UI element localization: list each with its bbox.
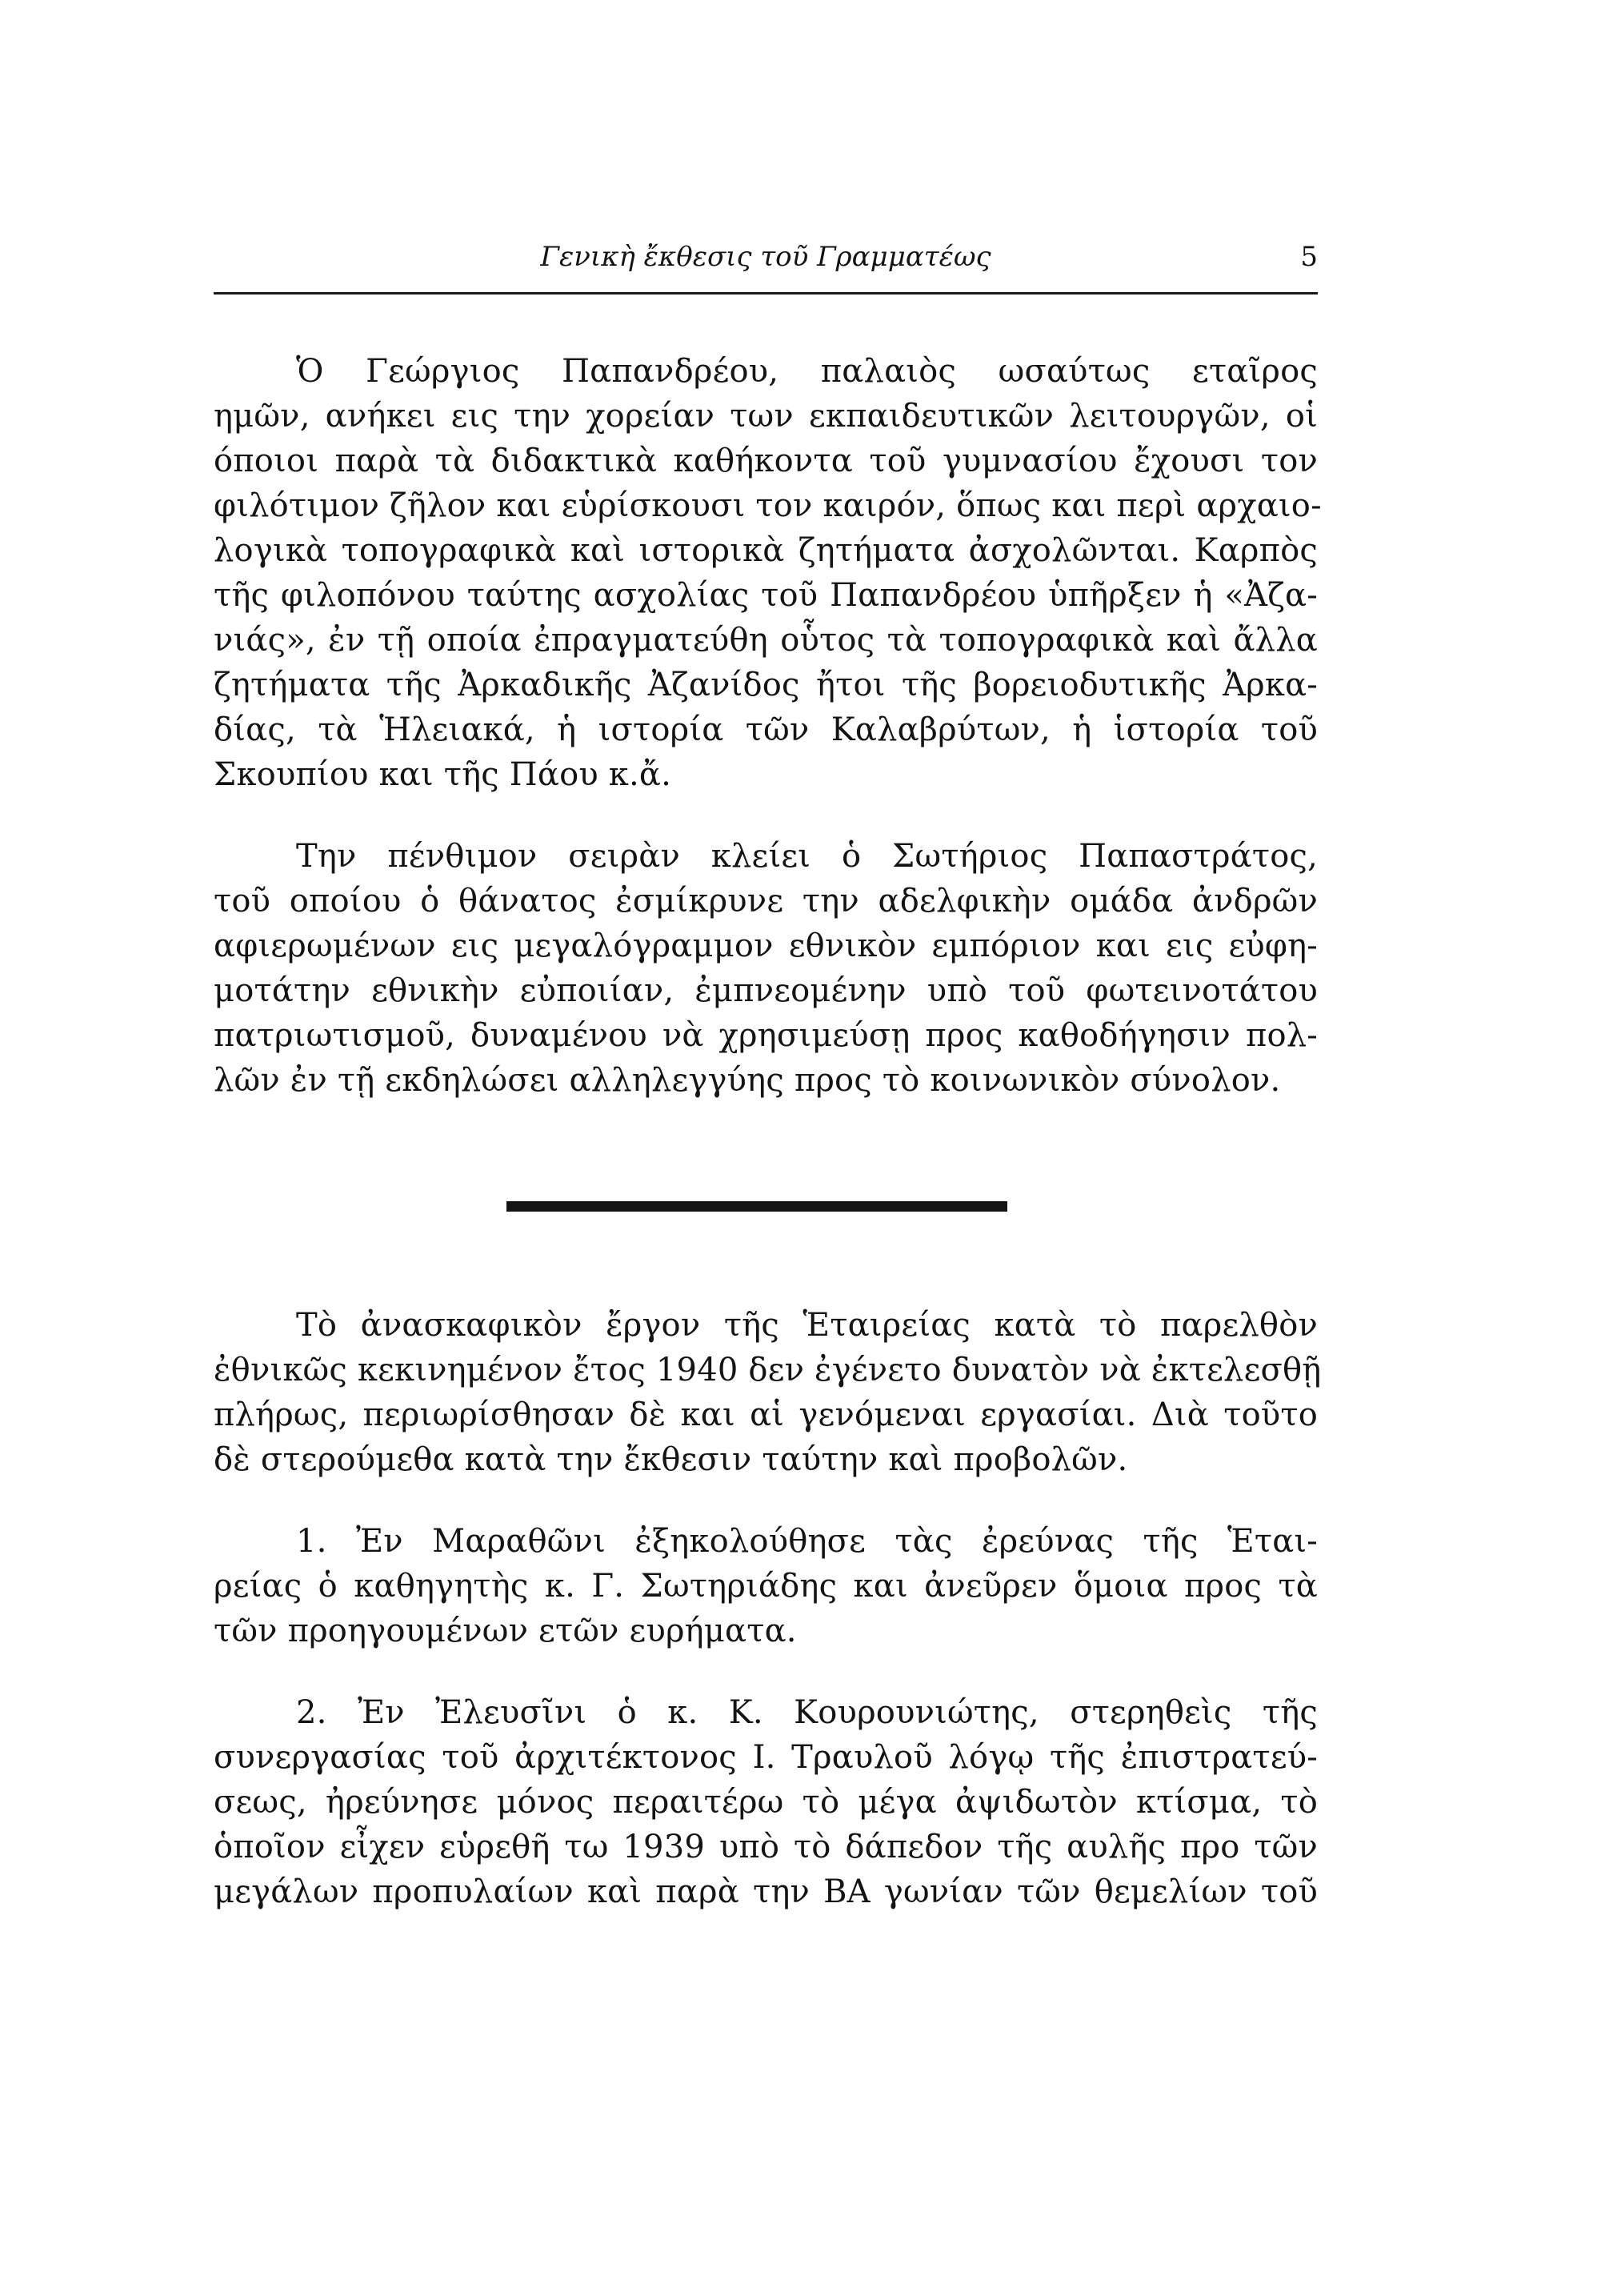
- text-line: λογικὰ τοπογραφικὰ καὶ ιστορικὰ ζητήματα ἀσχολῶνται. Καρπὸς: [214, 532, 1318, 569]
- text-line: μεγάλων προπυλαίων καὶ παρὰ την ΒΑ γωνίαν τῶν θεμελίων τοῦ: [214, 1873, 1318, 1910]
- running-header: [214, 236, 1318, 278]
- running-header-title: Γενικὴ ἔκθεσις τοῦ Γραμματέως: [540, 241, 991, 273]
- header-rule: [214, 292, 1318, 295]
- text-line: δὲ στερούμεθα κατὰ την ἔκθεσιν ταύτην καὶ προβολῶν.: [214, 1441, 1128, 1478]
- text-line: ὁποῖον εἶχεν εὑρεθῆ τω 1939 υπὸ τὸ δάπεδον τῆς αυλῆς προ τῶν: [214, 1829, 1318, 1865]
- text-line: δίας, τὰ Ἡλειακά, ἡ ιστορία τῶν Καλαβρύτων, ἡ ἱστορία τοῦ: [214, 711, 1318, 748]
- separator-rule: [506, 1201, 1007, 1212]
- text-line: νιάς», ἐν τῇ οποία ἐπραγματεύθη οὗτος τὰ τοπογραφικὰ καὶ ἄλλα: [214, 622, 1318, 659]
- text-line: ἐθνικῶς κεκινημένον ἔτος 1940 δεν ἐγένετο δυνατὸν νὰ ἐκτελεσθῇ: [214, 1352, 1322, 1388]
- paragraph-eleusis: [214, 1690, 1318, 1914]
- text-line: τοῦ οποίου ὁ θάνατος ἐσμίκρυνε την αδελφικὴν ομάδα ἀνδρῶν: [214, 883, 1318, 920]
- text-line: μοτάτην εθνικὴν εὐποιίαν, ἐμπνεομένην υπὸ τοῦ φωτεινοτάτου: [214, 972, 1318, 1009]
- text-line: Τὸ ἀνασκαφικὸν ἔργον τῆς Ἑταιρείας κατὰ τὸ παρελθὸν: [296, 1307, 1318, 1344]
- text-line: ημῶν, ανήκει εις την χορείαν των εκπαιδευτικῶν λειτουργῶν, οἱ: [214, 398, 1318, 435]
- text-line: πατριωτισμοῦ, δυναμένου νὰ χρησιμεύσῃ προς καθοδήγησιν πολ-: [214, 1017, 1318, 1054]
- page-number: 5: [1300, 241, 1318, 273]
- text-line: όποιοι παρὰ τὰ διδακτικὰ καθήκοντα τοῦ γυμνασίου ἔχουσι τον: [214, 443, 1318, 479]
- paragraph-excavations-intro: [214, 1303, 1322, 1482]
- text-line: ζητήματα τῆς Ἀρκαδικῆς Ἀζανίδος ἤτοι τῆς βορειοδυτικῆς Ἀρκα-: [214, 667, 1318, 703]
- text-line: αφιερωμένων εις μεγαλόγραμμον εθνικὸν εμπόριον και εις εὐφη-: [214, 928, 1318, 964]
- text-line: Σκουπίου και τῆς Πάου κ.ἄ.: [214, 756, 672, 793]
- text-line: 2. Ἐν Ἐλευσῖνι ὁ κ. Κ. Κουρουνιώτης, στερηθεὶς τῆς: [296, 1694, 1318, 1731]
- text-line: φιλότιμον ζῆλον και εὑρίσκουσι τον καιρόν, ὅπως και περὶ αρχαιο-: [214, 487, 1322, 524]
- text-line: συνεργασίας τοῦ ἀρχιτέκτονος Ι. Τραυλοῦ λόγῳ τῆς ἐπιστρατεύ-: [214, 1739, 1318, 1776]
- paragraph-papandreou: [214, 349, 1322, 797]
- text-line: τῆς φιλοπόνου ταύτης ασχολίας τοῦ Παπανδρέου ὑπῆρξεν ἡ «Ἀζα-: [214, 577, 1318, 614]
- text-line: πλήρως, περιωρίσθησαν δὲ και αἱ γενόμεναι εργασίαι. Διὰ τοῦτο: [214, 1396, 1318, 1433]
- text-line: τῶν προηγουμένων ετῶν ευρήματα.: [214, 1613, 797, 1649]
- text-line: λῶν ἐν τῇ εκδηλώσει αλληλεγγύης προς τὸ κοινωνικὸν σύνολον.: [214, 1062, 1281, 1099]
- text-line: Την πένθιμον σειρὰν κλείει ὁ Σωτήριος Παπαστράτος,: [296, 838, 1318, 875]
- text-line: ρείας ὁ καθηγητὴς κ. Γ. Σωτηριάδης και ἀνεῦρεν ὅμοια προς τὰ: [214, 1568, 1318, 1605]
- text-line: 1. Ἐν Μαραθῶνι ἐξηκολούθησε τὰς ἐρεύνας τῆς Ἑται-: [296, 1523, 1318, 1560]
- text-line: σεως, ἠρεύνησε μόνος περαιτέρω τὸ μέγα ἀψιδωτὸν κτίσμα, τὸ: [214, 1784, 1318, 1821]
- paragraph-papastratos: [214, 834, 1318, 1103]
- paragraph-marathon: [214, 1519, 1318, 1653]
- text-line: Ὁ Γεώργιος Παπανδρέου, παλαιὸς ωσαύτως εταῖρος: [296, 353, 1318, 390]
- document-page: [214, 236, 1322, 1914]
- section-separator: [214, 1103, 1318, 1303]
